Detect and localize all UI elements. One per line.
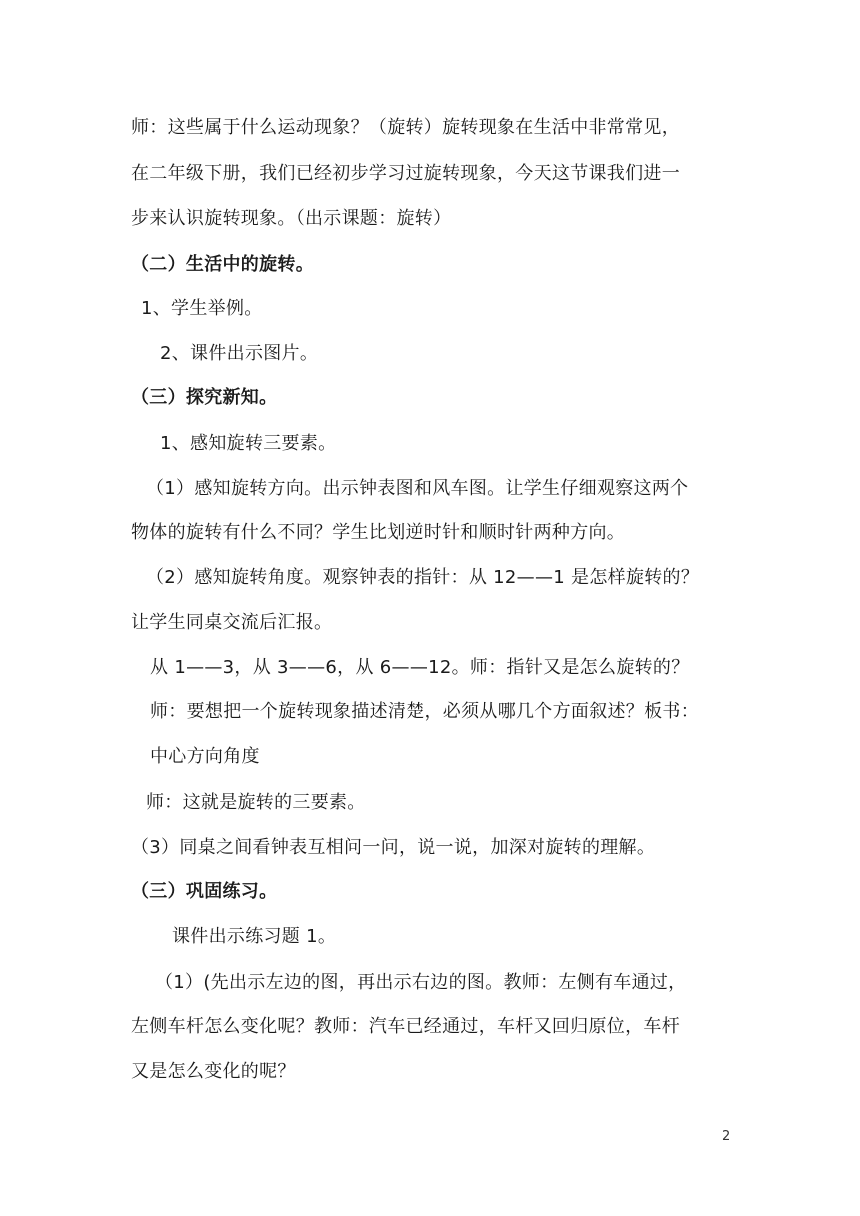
section-heading: （三）探究新知。 <box>131 387 278 408</box>
section-heading: （三）巩固练习。 <box>131 881 278 902</box>
paragraph-line: 课件出示练习题 1。 <box>172 926 337 947</box>
paragraph-line: 又是怎么变化的呢？ <box>131 1061 296 1082</box>
paragraph-line: 物体的旋转有什么不同？学生比划逆时针和顺时针两种方向。 <box>131 522 626 543</box>
paragraph-line: （3）同桌之间看钟表互相问一问，说一说，加深对旋转的理解。 <box>131 837 656 858</box>
paragraph-line: 在二年级下册，我们已经初步学习过旋转现象，今天这节课我们进一 <box>131 163 680 184</box>
list-item: 2、课件出示图片。 <box>160 343 319 364</box>
paragraph-line: （1）(先出示左边的图，再出示右边的图。教师：左侧有车通过， <box>155 972 687 993</box>
paragraph-line: 师：这就是旋转的三要素。 <box>146 792 366 813</box>
list-item: 1、感知旋转三要素。 <box>160 433 337 454</box>
page-number: 2 <box>722 1129 731 1144</box>
paragraph-line: 师：要想把一个旋转现象描述清楚，必须从哪几个方面叙述？板书： <box>150 701 699 722</box>
paragraph-line: （1）感知旋转方向。出示钟表图和风车图。让学生仔细观察这两个 <box>146 478 689 499</box>
paragraph-line: 让学生同桌交流后汇报。 <box>131 612 333 633</box>
paragraph-line: 左侧车杆怎么变化呢？教师：汽车已经通过，车杆又回归原位，车杆 <box>131 1016 680 1037</box>
list-item: 1、学生举例。 <box>141 298 263 319</box>
paragraph-line: 从 1——3，从 3——6，从 6——12。师：指针又是怎么旋转的？ <box>150 657 690 678</box>
section-heading: （二）生活中的旋转。 <box>131 254 314 275</box>
paragraph-line: 步来认识旋转现象。（出示课题：旋转） <box>131 208 452 229</box>
paragraph-line: （2）感知旋转角度。观察钟表的指针：从 12——1 是怎样旋转的？ <box>146 567 700 588</box>
paragraph-line: 中心方向角度 <box>150 746 260 767</box>
paragraph-line: 师：这些属于什么运动现象？（旋转）旋转现象在生活中非常常见， <box>131 117 680 138</box>
